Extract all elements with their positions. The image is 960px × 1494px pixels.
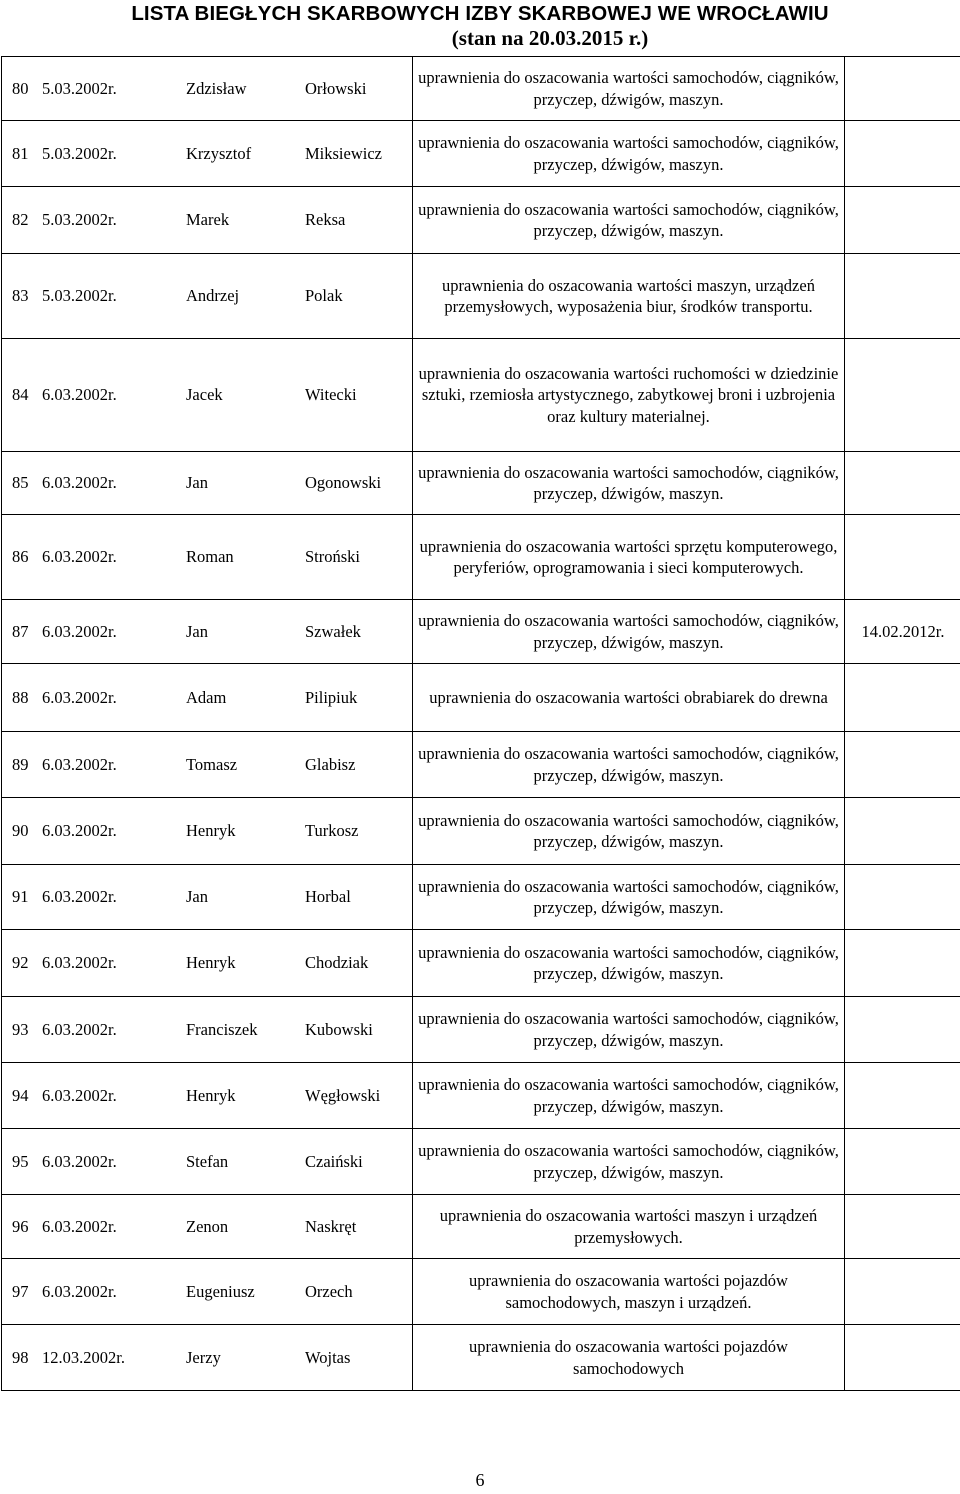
permissions-text: uprawnienia do oszacowania wartości samochodów, ciągników, przyczep, dźwigów, maszyn. — [418, 810, 839, 851]
last-name: Węgłowski — [305, 1085, 381, 1105]
first-name: Jan — [186, 887, 208, 906]
permissions-cell — [413, 997, 845, 1063]
permissions-cell — [413, 664, 845, 732]
person-cell — [2, 798, 413, 865]
permissions-text: uprawnienia do oszacowania wartości maszyn i urządzeń przemysłowych. — [439, 1206, 818, 1247]
permissions-cell — [413, 865, 845, 930]
note-cell — [845, 865, 960, 930]
permissions-text: uprawnienia do oszacowania wartości samochodów, ciągników, przyczep, dźwigów, maszyn. — [418, 462, 839, 503]
table-row — [2, 600, 960, 664]
entry-number: 88 — [12, 687, 29, 707]
permissions-cell — [413, 254, 845, 339]
person-cell — [2, 57, 413, 121]
permissions-cell — [413, 452, 845, 515]
entry-number: 92 — [12, 953, 29, 972]
entry-date: 5.03.2002r. — [42, 78, 117, 98]
entry-number: 86 — [12, 547, 29, 566]
entry-number: 98 — [12, 1347, 29, 1367]
entry-number: 84 — [12, 385, 29, 404]
permissions-text: uprawnienia do oszacowania wartości samochodów, ciągników, przyczep, dźwigów, maszyn. — [418, 1141, 839, 1182]
person-cell — [2, 664, 413, 732]
entry-number: 95 — [12, 1151, 29, 1171]
last-name: Szwałek — [305, 621, 361, 641]
document-subtitle: (stan na 20.03.2015 r.) — [451, 26, 649, 50]
last-name: Ogonowski — [305, 473, 382, 492]
first-name: Jerzy — [186, 1347, 221, 1367]
permissions-text: uprawnienia do oszacowania wartości samochodów, ciągników, przyczep, dźwigów, maszyn. — [418, 1009, 839, 1050]
permissions-text: uprawnienia do oszacowania wartości samochodów, ciągników, przyczep, dźwigów, maszyn. — [418, 611, 839, 652]
note-cell — [845, 57, 960, 121]
permissions-text: uprawnienia do oszacowania wartości samochodów, ciągników, przyczep, dźwigów, maszyn. — [418, 744, 839, 785]
first-name: Krzysztof — [186, 143, 252, 163]
permissions-cell — [413, 732, 845, 798]
entry-date: 6.03.2002r. — [42, 754, 117, 774]
person-cell — [2, 600, 413, 664]
table-row — [2, 664, 960, 732]
entry-date: 6.03.2002r. — [42, 953, 117, 972]
note-cell — [845, 1259, 960, 1325]
entry-date: 5.03.2002r. — [42, 210, 117, 229]
permissions-text: uprawnienia do oszacowania wartości samochodów, ciągników, przyczep, dźwigów, maszyn. — [418, 133, 839, 174]
note-cell — [845, 339, 960, 452]
table-row — [2, 732, 960, 798]
note-cell — [845, 997, 960, 1063]
note-cell — [845, 1063, 960, 1129]
table-row — [2, 865, 960, 930]
person-cell — [2, 1063, 413, 1129]
note-cell — [845, 798, 960, 865]
note-cell — [845, 600, 960, 664]
document-title: LISTA BIEGŁYCH SKARBOWYCH IZBY SKARBOWEJ WE WROCŁAWIU — [131, 2, 829, 25]
permissions-text: uprawnienia do oszacowania wartości samochodów, ciągników, przyczep, dźwigów, maszyn. — [418, 1075, 839, 1116]
last-name: Orłowski — [305, 78, 367, 98]
document-header — [0, 0, 960, 50]
entry-date: 6.03.2002r. — [42, 621, 117, 641]
experts-table-body — [2, 57, 960, 1391]
table-row — [2, 798, 960, 865]
person-cell — [2, 452, 413, 515]
note-cell — [845, 732, 960, 798]
table-row — [2, 121, 960, 187]
permissions-cell — [413, 1325, 845, 1391]
first-name: Henryk — [186, 821, 236, 840]
table-row — [2, 1325, 960, 1391]
entry-number: 96 — [12, 1216, 29, 1236]
permissions-cell — [413, 187, 845, 254]
entry-date: 6.03.2002r. — [42, 1085, 117, 1105]
entry-date: 6.03.2002r. — [42, 887, 117, 906]
person-cell — [2, 930, 413, 997]
person-cell — [2, 339, 413, 452]
first-name: Tomasz — [186, 754, 238, 774]
entry-number: 94 — [12, 1085, 29, 1105]
permissions-text: uprawnienia do oszacowania wartości ruchomości w dziedzinie sztuki, rzemiosła artystycznego, zabytkowej broni i uzbrojenia oraz kultury materialnej. — [418, 363, 839, 426]
entry-date: 6.03.2002r. — [42, 821, 117, 840]
permissions-text: uprawnienia do oszacowania wartości samochodów, ciągników, przyczep, dźwigów, maszyn. — [418, 942, 839, 983]
last-name: Witecki — [305, 385, 357, 404]
table-row — [2, 1129, 960, 1195]
last-name: Polak — [305, 286, 343, 305]
table-row — [2, 1259, 960, 1325]
entry-number: 87 — [12, 621, 29, 641]
entry-date: 6.03.2002r. — [42, 473, 117, 492]
last-name: Orzech — [305, 1281, 353, 1301]
note-cell — [845, 1129, 960, 1195]
permissions-cell — [413, 57, 845, 121]
table-row — [2, 339, 960, 452]
permissions-text: uprawnienia do oszacowania wartości pojazdów samochodowych, maszyn i urządzeń. — [469, 1271, 788, 1312]
permissions-text: uprawnienia do oszacowania wartości pojazdów samochodowych — [469, 1337, 788, 1378]
last-name: Horbal — [305, 887, 351, 906]
entry-number: 80 — [12, 78, 29, 98]
first-name: Jan — [186, 473, 208, 492]
person-cell — [2, 1129, 413, 1195]
entry-date: 6.03.2002r. — [42, 385, 117, 404]
first-name: Franciszek — [186, 1019, 258, 1039]
table-row — [2, 930, 960, 997]
entry-number: 90 — [12, 821, 29, 840]
person-cell — [2, 997, 413, 1063]
note-cell — [845, 1325, 960, 1391]
table-row — [2, 57, 960, 121]
first-name: Roman — [186, 547, 234, 566]
table-row — [2, 1063, 960, 1129]
entry-date: 6.03.2002r. — [42, 1151, 117, 1171]
entry-date: 12.03.2002r. — [42, 1347, 125, 1367]
note-cell — [845, 187, 960, 254]
permissions-text: uprawnienia do oszacowania wartości maszyn, urządzeń przemysłowych, wyposażenia biur, środków transportu. — [442, 275, 815, 316]
person-cell — [2, 1259, 413, 1325]
last-name: Naskręt — [305, 1216, 357, 1236]
permissions-cell — [413, 1063, 845, 1129]
first-name: Marek — [186, 210, 230, 229]
table-row — [2, 1195, 960, 1259]
last-name: Glabisz — [305, 754, 356, 774]
table-row — [2, 515, 960, 600]
person-cell — [2, 121, 413, 187]
permissions-cell — [413, 1195, 845, 1259]
last-name: Czaiński — [305, 1151, 363, 1171]
last-name: Chodziak — [305, 953, 369, 972]
permissions-cell — [413, 515, 845, 600]
entry-number: 83 — [12, 286, 29, 305]
person-cell — [2, 515, 413, 600]
permissions-cell — [413, 1259, 845, 1325]
last-name: Miksiewicz — [305, 143, 382, 163]
entry-date: 6.03.2002r. — [42, 1019, 117, 1039]
last-name: Kubowski — [305, 1019, 373, 1039]
permissions-cell — [413, 930, 845, 997]
permissions-text: uprawnienia do oszacowania wartości samochodów, ciągników, przyczep, dźwigów, maszyn. — [418, 68, 839, 109]
permissions-cell — [413, 1129, 845, 1195]
person-cell — [2, 187, 413, 254]
first-name: Zdzisław — [186, 78, 247, 98]
note-cell — [845, 1195, 960, 1259]
last-name: Pilipiuk — [305, 687, 358, 707]
person-cell — [2, 1195, 413, 1259]
entry-number: 82 — [12, 210, 29, 229]
entry-number: 93 — [12, 1019, 29, 1039]
note-cell — [845, 254, 960, 339]
permissions-cell — [413, 798, 845, 865]
note-cell — [845, 121, 960, 187]
person-cell — [2, 1325, 413, 1391]
permissions-text: uprawnienia do oszacowania wartości sprzętu komputerowego, peryferiów, oprogramowania i sieci komputerowych. — [419, 536, 838, 577]
permissions-text: uprawnienia do oszacowania wartości obrabiarek do drewna — [429, 687, 828, 707]
note-cell — [845, 664, 960, 732]
entry-date: 6.03.2002r. — [42, 1216, 117, 1236]
entry-number: 97 — [12, 1281, 29, 1301]
note-cell — [845, 452, 960, 515]
first-name: Eugeniusz — [186, 1281, 255, 1301]
person-cell — [2, 732, 413, 798]
person-cell — [2, 254, 413, 339]
entry-number: 81 — [12, 143, 29, 163]
permissions-cell — [413, 600, 845, 664]
table-row — [2, 997, 960, 1063]
first-name: Stefan — [186, 1151, 229, 1171]
first-name: Jan — [186, 621, 208, 641]
entry-date: 6.03.2002r. — [42, 1281, 117, 1301]
last-name: Turkosz — [305, 821, 359, 840]
note-cell — [845, 930, 960, 997]
entry-date: 6.03.2002r. — [42, 547, 117, 566]
entry-number: 91 — [12, 887, 29, 906]
table-row — [2, 187, 960, 254]
first-name: Henryk — [186, 1085, 236, 1105]
entry-number: 85 — [12, 473, 29, 492]
entry-number: 89 — [12, 754, 29, 774]
note-date: 14.02.2012r. — [861, 621, 945, 641]
experts-table — [1, 56, 960, 1391]
note-cell — [845, 515, 960, 600]
table-row — [2, 254, 960, 339]
permissions-cell — [413, 339, 845, 452]
permissions-cell — [413, 121, 845, 187]
permissions-text: uprawnienia do oszacowania wartości samochodów, ciągników, przyczep, dźwigów, maszyn. — [418, 199, 839, 240]
first-name: Zenon — [186, 1216, 229, 1236]
table-row — [2, 452, 960, 515]
first-name: Jacek — [186, 385, 223, 404]
first-name: Adam — [186, 687, 227, 707]
last-name: Stroński — [305, 547, 361, 566]
entry-date: 5.03.2002r. — [42, 143, 117, 163]
last-name: Wojtas — [305, 1347, 351, 1367]
entry-date: 6.03.2002r. — [42, 687, 117, 707]
page-number: 6 — [475, 1470, 485, 1490]
first-name: Andrzej — [186, 286, 240, 305]
entry-date: 5.03.2002r. — [42, 286, 117, 305]
person-cell — [2, 865, 413, 930]
first-name: Henryk — [186, 953, 236, 972]
last-name: Reksa — [305, 210, 346, 229]
permissions-text: uprawnienia do oszacowania wartości samochodów, ciągników, przyczep, dźwigów, maszyn. — [418, 876, 839, 917]
